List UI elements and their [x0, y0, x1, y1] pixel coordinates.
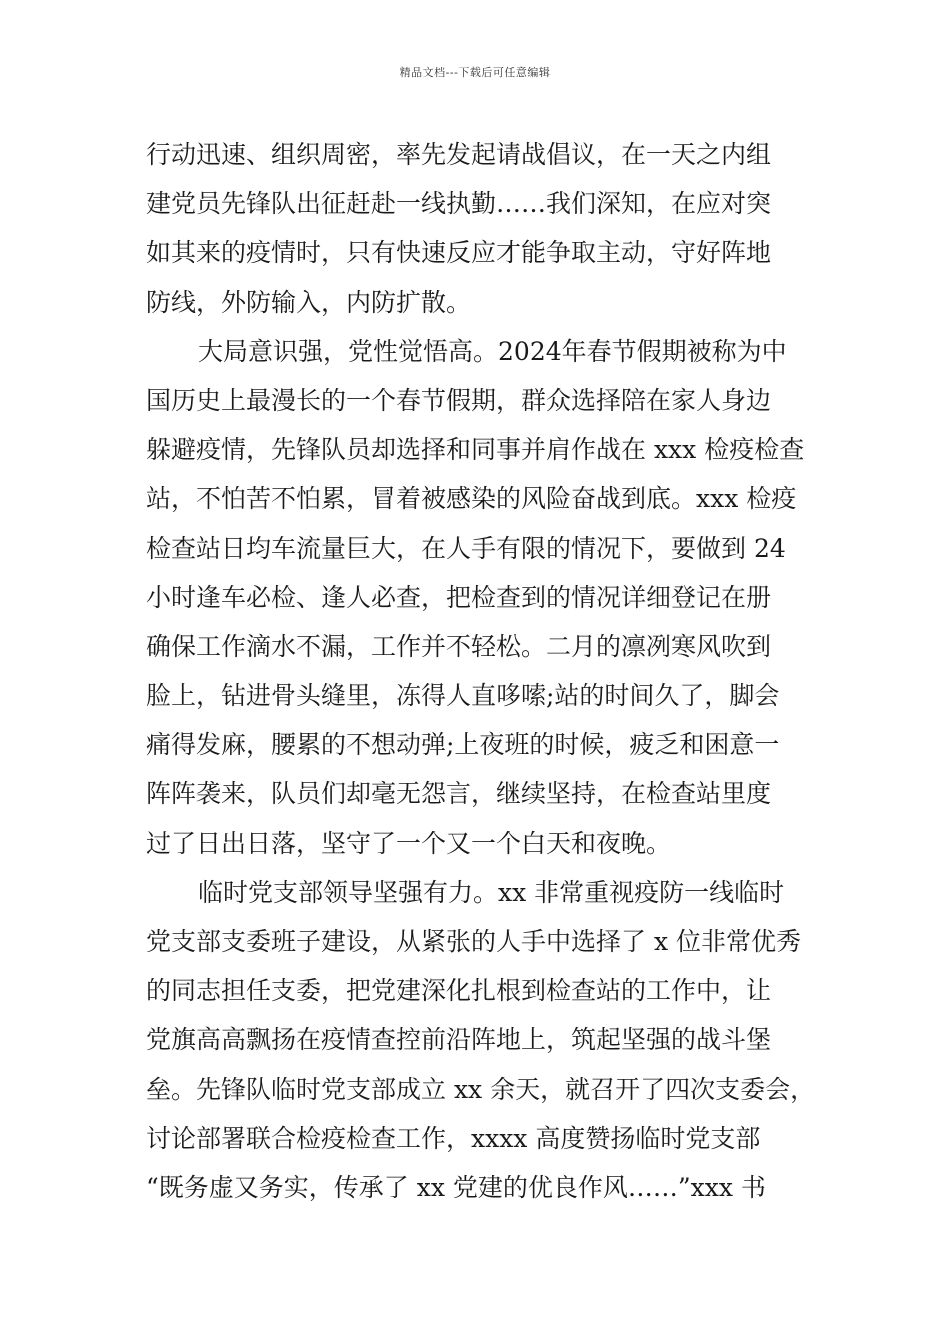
text-line: 过了日出日落，坚守了一个又一个白天和夜晚。	[146, 828, 672, 858]
text-line: 阵阵袭来，队员们却毫无怨言，继续坚持，在检查站里度	[146, 779, 772, 809]
text-line: 站，不怕苦不怕累，冒着被感染的风险奋战到底。xxx 检疫	[146, 484, 797, 514]
text-line: 痛得发麻，腰累的不想动弹;上夜班的时候，疲乏和困意一	[146, 730, 780, 760]
text-line: 如其来的疫情时，只有快速反应才能争取主动，守好阵地	[146, 238, 772, 268]
body-text	[146, 130, 816, 1212]
text-line: 检查站日均车流量巨大，在人手有限的情况下，要做到 24	[146, 533, 786, 563]
paragraph-first-line: 临时党支部领导坚强有力。xx 非常重视疫防一线临时	[198, 877, 785, 907]
text-line: 国历史上最漫长的一个春节假期，群众选择陪在家人身边	[146, 385, 772, 415]
text-line: 讨论部署联合检疫检查工作，xxxx 高度赞扬临时党支部	[146, 1123, 761, 1153]
text-line: 防线，外防输入，内防扩散。	[146, 287, 472, 317]
text-line: 脸上，钻进骨头缝里，冻得人直哆嗦;站的时间久了，脚会	[146, 681, 780, 711]
text-line: 建党员先锋队出征赶赴一线执勤……我们深知，在应对突	[146, 189, 772, 219]
text-line: 党支部支委班子建设，从紧张的人手中选择了 x 位非常优秀	[146, 927, 801, 956]
text-line: 躲避疫情，先锋队员却选择和同事并肩作战在 xxx 检疫检查	[146, 435, 805, 465]
text-line: “既务虚又务实，传承了 xx 党建的优良作风……”xxx 书	[146, 1172, 766, 1202]
paragraph-first-line: 大局意识强，党性觉悟高。2024年春节假期被称为中	[198, 336, 787, 366]
text-line: 确保工作滴水不漏，工作并不轻松。二月的凛冽寒风吹到	[146, 631, 772, 661]
text-line: 党旗高高飘扬在疫情查控前沿阵地上，筑起坚强的战斗堡	[146, 1025, 772, 1055]
text-line: 垒。先锋队临时党支部成立 xx 余天，就召开了四次支委会，	[146, 1074, 816, 1104]
text-line: 的同志担任支委，把党建深化扎根到检查站的工作中，让	[146, 976, 772, 1006]
page-header: 精品文档---下载后可任意编辑	[399, 66, 551, 79]
text-line: 行动迅速、组织周密，率先发起请战倡议，在一天之内组	[146, 140, 772, 169]
text-line: 小时逢车必检、逢人必查，把检查到的情况详细登记在册	[146, 582, 772, 612]
